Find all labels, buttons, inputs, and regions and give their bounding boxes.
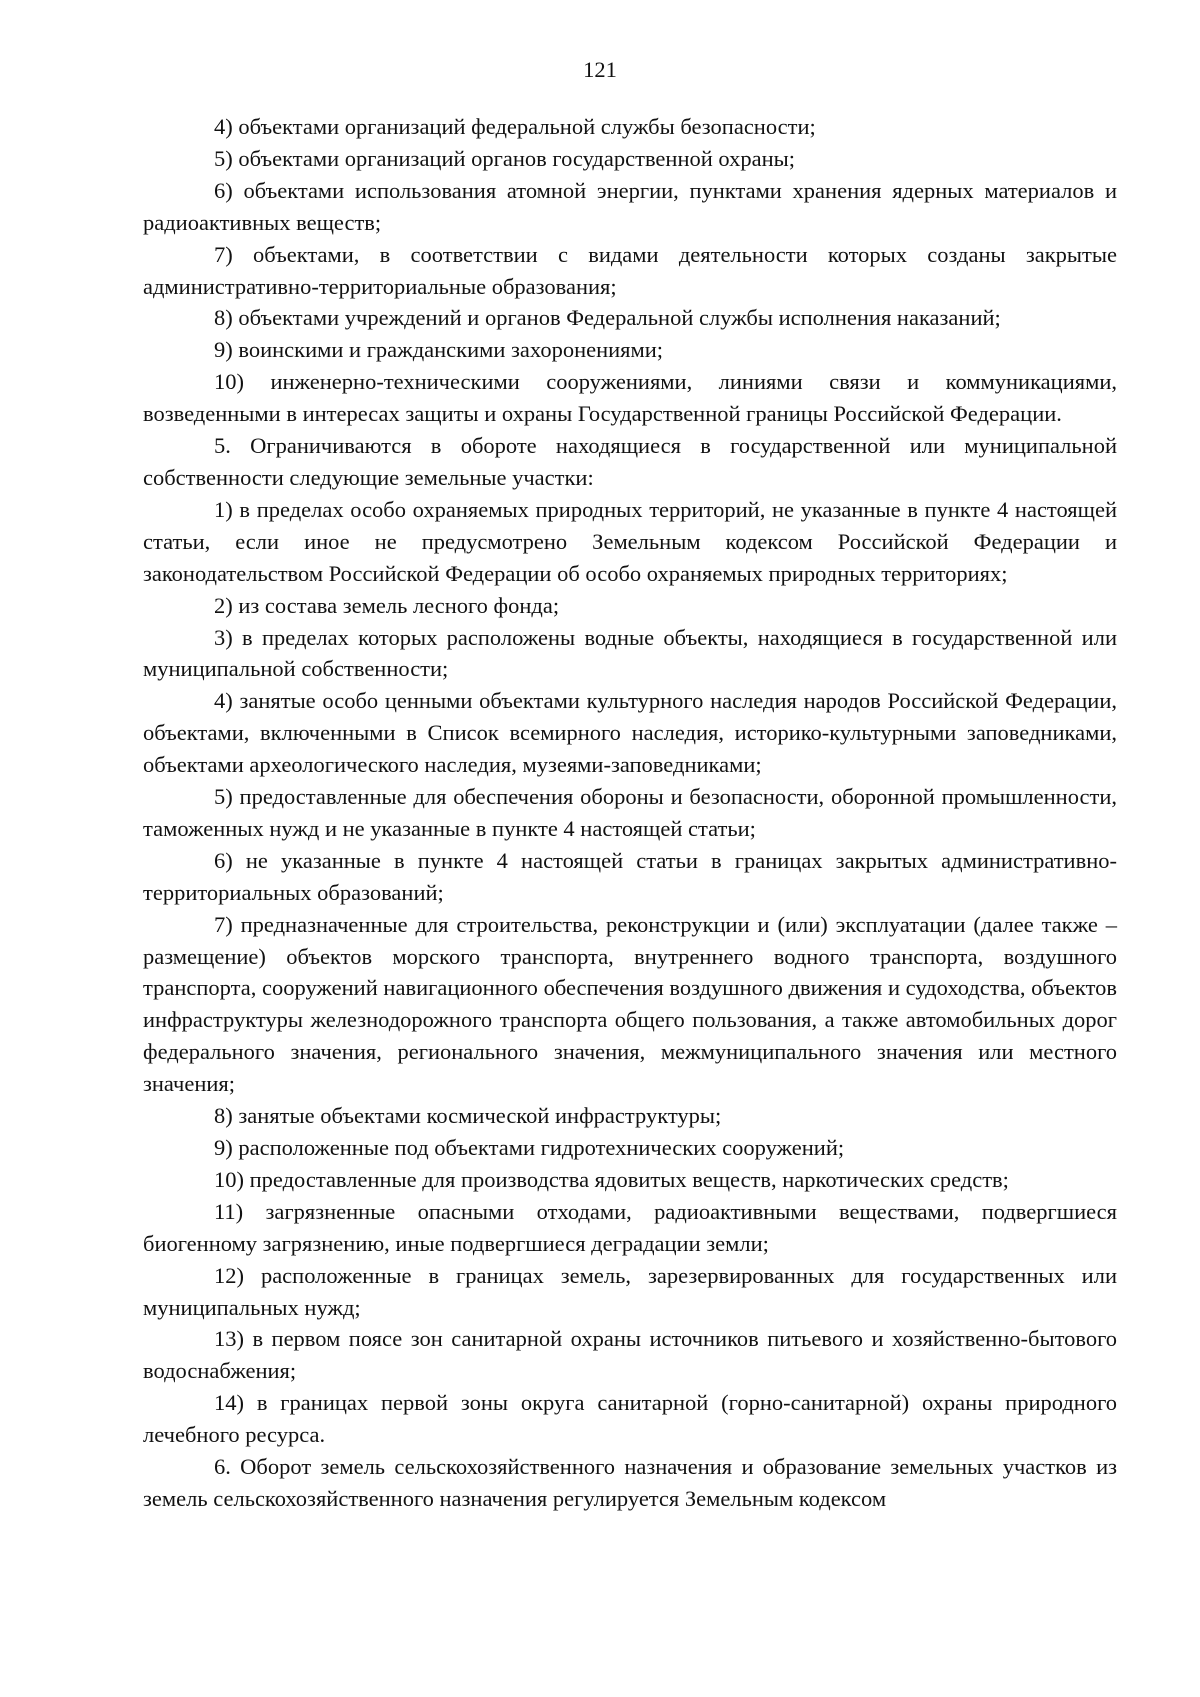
page-number: 121 <box>583 57 617 82</box>
paragraph: 6) не указанные в пункте 4 настоящей статьи в границах закрытых административно-территориальных образований; <box>143 847 1117 905</box>
paragraph: 11) загрязненные опасными отходами, радиоактивными веществами, подвергшиеся биогенному загрязнению, иные подвергшиеся деградации земли; <box>143 1198 1117 1256</box>
paragraph: 7) объектами, в соответствии с видами деятельности которых созданы закрытые административно-территориальные образования; <box>143 241 1117 299</box>
paragraph: 2) из состава земель лесного фонда; <box>214 592 560 618</box>
paragraph: 10) предоставленные для производства ядовитых веществ, наркотических средств; <box>214 1166 1009 1192</box>
section-paragraph: 5. Ограничиваются в обороте находящиеся в государственной или муниципальной собственности следующие земельные участки: <box>143 433 1117 490</box>
paragraph: 5) предоставленные для обеспечения обороны и безопасности, оборонной промышленности, таможенных нужд и не указанные в пункте 4 настоящей статьи; <box>143 784 1117 841</box>
section-paragraph: 6. Оборот земель сельскохозяйственного назначения и образование земельных участков из земель сельскохозяйственного назначения регулируется Земельным кодексом <box>143 1454 1117 1511</box>
paragraph: 9) воинскими и гражданскими захоронениями; <box>214 337 664 363</box>
paragraph: 5) объектами организаций органов государственной охраны; <box>214 145 796 171</box>
document-body <box>143 111 1117 1515</box>
paragraph: 7) предназначенные для строительства, реконструкции и (или) эксплуатации (далее также – размещение) объектов морского транспорта, внутреннего водного транспорта, воздушного транспорта, сооружений навигационного обеспечения воздушного движения и судоходства, объектов инфраструктуры железнодорожного транспорта общего пользования, а также автомобильных дорог федерального значения, регионального значения, межмуниципального значения или местного значения; <box>143 911 1117 1097</box>
paragraph: 8) объектами учреждений и органов Федеральной службы исполнения наказаний; <box>214 305 1001 331</box>
paragraph: 4) объектами организаций федеральной службы безопасности; <box>214 114 816 139</box>
paragraph: 13) в первом поясе зон санитарной охраны источников питьевого и хозяйственно-бытового водоснабжения; <box>143 1326 1117 1384</box>
paragraph: 10) инженерно-техническими сооружениями, линиями связи и коммуникациями, возведенными в интересах защиты и охраны Государственной границы Российской Федерации. <box>143 369 1117 427</box>
paragraph: 4) занятые особо ценными объектами культурного наследия народов Российской Федерации, объектами, включенными в Список всемирного наследия, историко-культурными заповедниками, объектами археологического наследия, музеями-заповедниками; <box>143 688 1117 778</box>
paragraph: 9) расположенные под объектами гидротехнических сооружений; <box>214 1135 845 1160</box>
paragraph: 8) занятые объектами космической инфраструктуры; <box>214 1103 722 1129</box>
paragraph: 12) расположенные в границах земель, зарезервированных для государственных или муниципальных нужд; <box>143 1262 1117 1320</box>
paragraph: 1) в пределах особо охраняемых природных территорий, не указанные в пункте 4 настоящей статьи, если иное не предусмотрено Земельным кодексом Российской Федерации и законодательством Российской Федерации об особо охраняемых природных территориях; <box>143 496 1117 586</box>
paragraph: 3) в пределах которых расположены водные объекты, находящиеся в государственной или муниципальной собственности; <box>143 624 1117 682</box>
paragraph: 6) объектами использования атомной энергии, пунктами хранения ядерных материалов и радиоактивных веществ; <box>143 177 1117 235</box>
paragraph: 14) в границах первой зоны округа санитарной (горно-санитарной) охраны природного лечебного ресурса. <box>143 1390 1117 1448</box>
